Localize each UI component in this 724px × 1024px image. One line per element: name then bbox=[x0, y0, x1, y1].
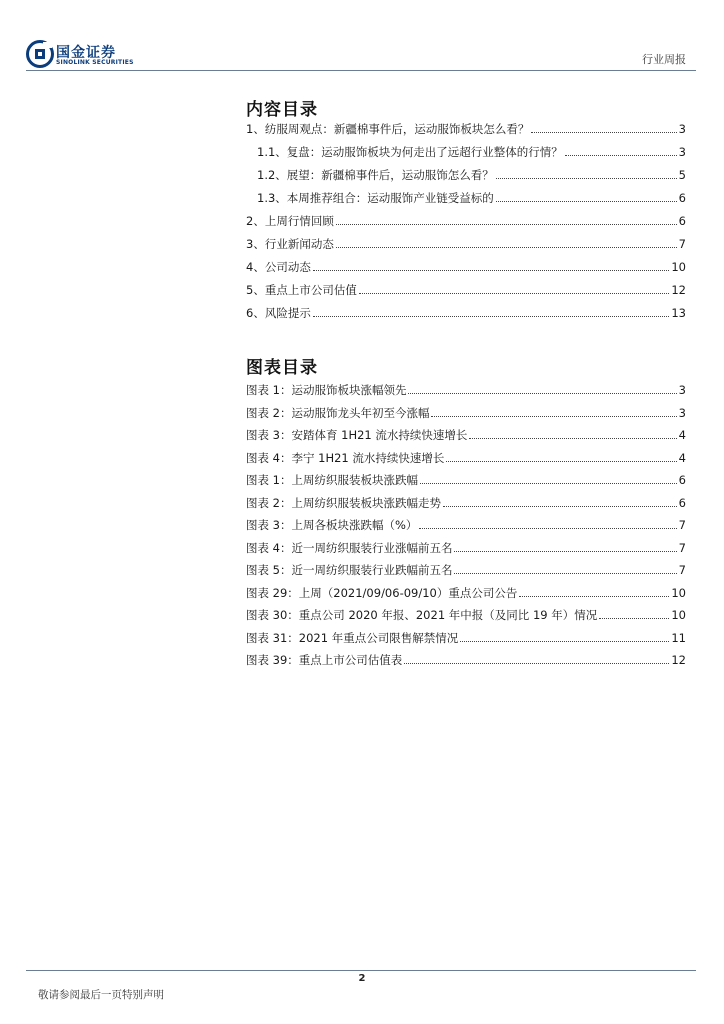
figure-entry-label: 图表 3：上周各板块涨跌幅（%） bbox=[246, 518, 418, 532]
figure-entry-label: 图表 4：近一周纺织服装行业涨幅前五名 bbox=[246, 540, 453, 555]
figure-dot-leader bbox=[599, 618, 669, 619]
toc-dot-leader bbox=[496, 178, 677, 179]
figure-entry-page: 7 bbox=[678, 540, 686, 555]
logo-chinese-name: 国金证券 bbox=[56, 45, 116, 61]
toc-entry-label: 3、行业新闻动态 bbox=[246, 237, 334, 251]
figure-entry[interactable] bbox=[246, 540, 686, 563]
figure-dot-leader bbox=[420, 483, 677, 484]
toc-entry[interactable] bbox=[246, 213, 686, 236]
figure-entry-label: 图表 31：2021 年重点公司限售解禁情况 bbox=[246, 630, 459, 645]
figure-entry[interactable] bbox=[246, 630, 686, 653]
figure-entry-page: 10 bbox=[671, 608, 686, 622]
header-divider bbox=[26, 70, 696, 71]
figure-entry[interactable] bbox=[246, 382, 686, 405]
figure-list-title: 图表目录 bbox=[246, 358, 318, 378]
page-number: 2 bbox=[358, 973, 366, 984]
figure-dot-leader bbox=[446, 461, 676, 462]
figure-entry-label: 图表 29：上周（2021/09/06-09/10）重点公司公告 bbox=[246, 585, 518, 600]
toc-entry-label: 2、上周行情回顾 bbox=[246, 214, 334, 228]
figure-entry[interactable] bbox=[246, 472, 686, 495]
toc-entry-label: 1.2、展望：新疆棉事件后，运动服饰怎么看？ bbox=[257, 168, 494, 182]
figure-dot-leader bbox=[460, 641, 669, 642]
figure-dot-leader bbox=[454, 573, 676, 574]
figure-entry[interactable] bbox=[246, 450, 686, 473]
figure-entry-page: 11 bbox=[671, 630, 686, 645]
figure-entry-label: 图表 2：上周纺织服装板块涨跌幅走势 bbox=[246, 495, 441, 510]
toc-entry-label: 4、公司动态 bbox=[246, 260, 311, 274]
toc-entry[interactable] bbox=[246, 190, 686, 213]
figure-entry-label: 图表 5：近一周纺织服装行业跌幅前五名 bbox=[246, 563, 453, 577]
toc-entry-page: 6 bbox=[678, 191, 686, 205]
figure-entry-page: 3 bbox=[678, 405, 686, 420]
page-header bbox=[0, 0, 724, 80]
figure-dot-leader bbox=[454, 551, 676, 552]
figure-entry-label: 图表 30：重点公司 2020 年报、2021 年中报（及同比 19 年）情况 bbox=[246, 608, 598, 622]
toc-entry-label: 1、纺服周观点：新疆棉事件后，运动服饰板块怎么看？ bbox=[246, 122, 530, 136]
toc-entry-label: 6、风险提示 bbox=[246, 306, 311, 320]
figure-entry-page: 7 bbox=[678, 563, 686, 577]
figure-entry-page: 10 bbox=[671, 585, 686, 600]
footer-divider bbox=[26, 970, 696, 971]
toc-entry-label: 5、重点上市公司估值 bbox=[246, 283, 357, 297]
toc-entry[interactable] bbox=[246, 282, 686, 305]
figure-entry[interactable] bbox=[246, 607, 686, 630]
figure-list bbox=[246, 382, 686, 675]
figure-dot-leader bbox=[408, 393, 676, 394]
toc-entry-page: 13 bbox=[671, 306, 686, 320]
sinolink-logo-icon bbox=[26, 40, 54, 68]
toc-dot-leader bbox=[336, 247, 677, 248]
figure-entry[interactable] bbox=[246, 405, 686, 428]
figure-entry-label: 图表 1：上周纺织服装板块涨跌幅 bbox=[246, 473, 418, 487]
figure-entry-label: 图表 4：李宁 1H21 流水持续快速增长 bbox=[246, 450, 445, 465]
toc-dot-leader bbox=[336, 224, 677, 225]
toc-entry-page: 6 bbox=[678, 214, 686, 228]
toc-entry-page: 3 bbox=[678, 145, 686, 159]
disclaimer-text: 敬请参阅最后一页特别声明 bbox=[38, 989, 164, 1001]
figure-entry[interactable] bbox=[246, 495, 686, 518]
toc-dot-leader bbox=[359, 293, 670, 294]
toc-entry-label: 1.1、复盘：运动服饰板块为何走出了远超行业整体的行情？ bbox=[257, 145, 563, 159]
figure-entry[interactable] bbox=[246, 652, 686, 675]
toc-dot-leader bbox=[313, 270, 670, 271]
toc-entry[interactable] bbox=[246, 259, 686, 282]
toc-entry-page: 7 bbox=[678, 237, 686, 251]
figure-entry[interactable] bbox=[246, 517, 686, 540]
toc-dot-leader bbox=[313, 316, 670, 317]
figure-entry-label: 图表 39：重点上市公司估值表 bbox=[246, 653, 403, 667]
toc-entry[interactable] bbox=[246, 236, 686, 259]
figure-entry-page: 12 bbox=[671, 653, 686, 667]
figure-dot-leader bbox=[431, 416, 676, 417]
toc-entry[interactable] bbox=[246, 305, 686, 328]
toc-entry[interactable] bbox=[246, 144, 686, 167]
figure-entry-page: 4 bbox=[678, 450, 686, 465]
toc-entry[interactable] bbox=[246, 167, 686, 190]
toc-entry-label: 1.3、本周推荐组合：运动服饰产业链受益标的 bbox=[257, 191, 494, 205]
figure-dot-leader bbox=[419, 528, 676, 529]
logo-english-name: SINOLINK SECURITIES bbox=[56, 59, 134, 66]
figure-entry[interactable] bbox=[246, 562, 686, 585]
toc-entry-page: 3 bbox=[678, 122, 686, 136]
figure-entry-page: 6 bbox=[678, 473, 686, 487]
figure-entry-page: 6 bbox=[678, 495, 686, 510]
figure-entry-label: 图表 3：安踏体育 1H21 流水持续快速增长 bbox=[246, 428, 468, 442]
figure-entry-page: 7 bbox=[678, 518, 686, 532]
figure-dot-leader bbox=[443, 506, 677, 507]
toc-entry-page: 12 bbox=[671, 283, 686, 297]
report-type-label: 行业周报 bbox=[642, 53, 686, 66]
toc-dot-leader bbox=[565, 155, 677, 156]
figure-entry-label: 图表 1：运动服饰板块涨幅领先 bbox=[246, 383, 407, 397]
figure-dot-leader bbox=[469, 438, 676, 439]
toc-entry-page: 10 bbox=[671, 260, 686, 274]
toc-dot-leader bbox=[496, 201, 677, 202]
figure-entry[interactable] bbox=[246, 585, 686, 608]
toc-title: 内容目录 bbox=[246, 100, 318, 120]
figure-entry-page: 4 bbox=[678, 428, 686, 442]
figure-entry-label: 图表 2：运动服饰龙头年初至今涨幅 bbox=[246, 405, 430, 420]
toc-entry[interactable] bbox=[246, 121, 686, 144]
figure-entry[interactable] bbox=[246, 427, 686, 450]
toc-entry-page: 5 bbox=[678, 168, 686, 182]
table-of-contents bbox=[246, 121, 686, 328]
figure-dot-leader bbox=[404, 663, 669, 664]
figure-dot-leader bbox=[519, 596, 669, 597]
toc-dot-leader bbox=[531, 132, 676, 133]
figure-entry-page: 3 bbox=[678, 383, 686, 397]
